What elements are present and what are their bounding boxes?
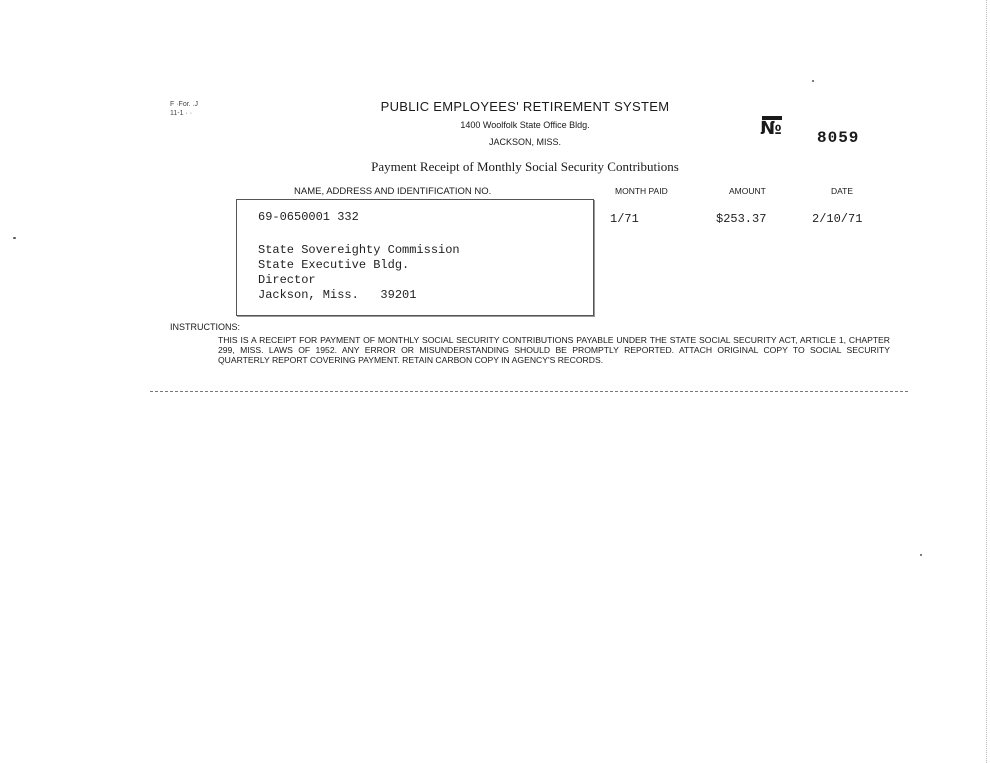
address-line: State Executive Bldg. [258,258,410,272]
organization-name: PUBLIC EMPLOYEES' RETIREMENT SYSTEM [380,99,670,114]
address-line: Jackson, Miss. 39201 [258,288,417,302]
scan-speck [13,237,16,239]
scan-edge [986,0,987,763]
form-code-line-2: 11-1 · · [170,110,193,117]
amount-value: $253.37 [716,212,767,226]
number-mark-bars [762,116,782,124]
organization-city: JACKSON, MISS. [488,137,561,147]
column-header-date: DATE [831,186,854,196]
address-line: Director [258,273,316,287]
scan-speck [812,80,814,82]
column-header-name: NAME, ADDRESS AND IDENTIFICATION NO. [294,186,492,197]
perforation-line [150,391,908,392]
instructions-label: INSTRUCTIONS: [170,322,241,332]
column-header-month: MONTH PAID [615,186,668,196]
month-paid-value: 1/71 [610,212,639,226]
document-title: Payment Receipt of Monthly Social Security Contributions [371,159,679,174]
scan-speck [920,554,922,556]
receipt-number-label: № [760,118,782,139]
form-code-line-1: F ·For. .J [170,101,198,108]
organization-address: 1400 Woolfolk State Office Bldg. [460,120,590,130]
address-line: State Sovereighty Commission [258,243,460,257]
column-header-amount: AMOUNT [729,186,766,196]
receipt-number-mark [760,118,782,139]
instructions-text: THIS IS A RECEIPT FOR PAYMENT OF MONTHLY SOCIAL SECURITY CONTRIBUTIONS PAYABLE UNDER THE STATE SOCIAL SECURITY ACT, ARTICLE 1, CHAPTER 299, MISS. LAWS OF 1952. ANY ERROR OR MISUNDERSTANDING SHOULD BE PROMPTLY REPORTED. ATTACH ORIGINAL COPY TO SOCIAL SECURITY QUARTERLY REPORT COVERING PAYMENT. RETAIN CARBON COPY IN AGENCY'S RECORDS. [218,335,890,365]
address-block [258,243,460,303]
identification-number: 69-0650001 332 [258,210,359,224]
date-value: 2/10/71 [812,212,863,226]
receipt-number: 8059 [817,129,860,147]
